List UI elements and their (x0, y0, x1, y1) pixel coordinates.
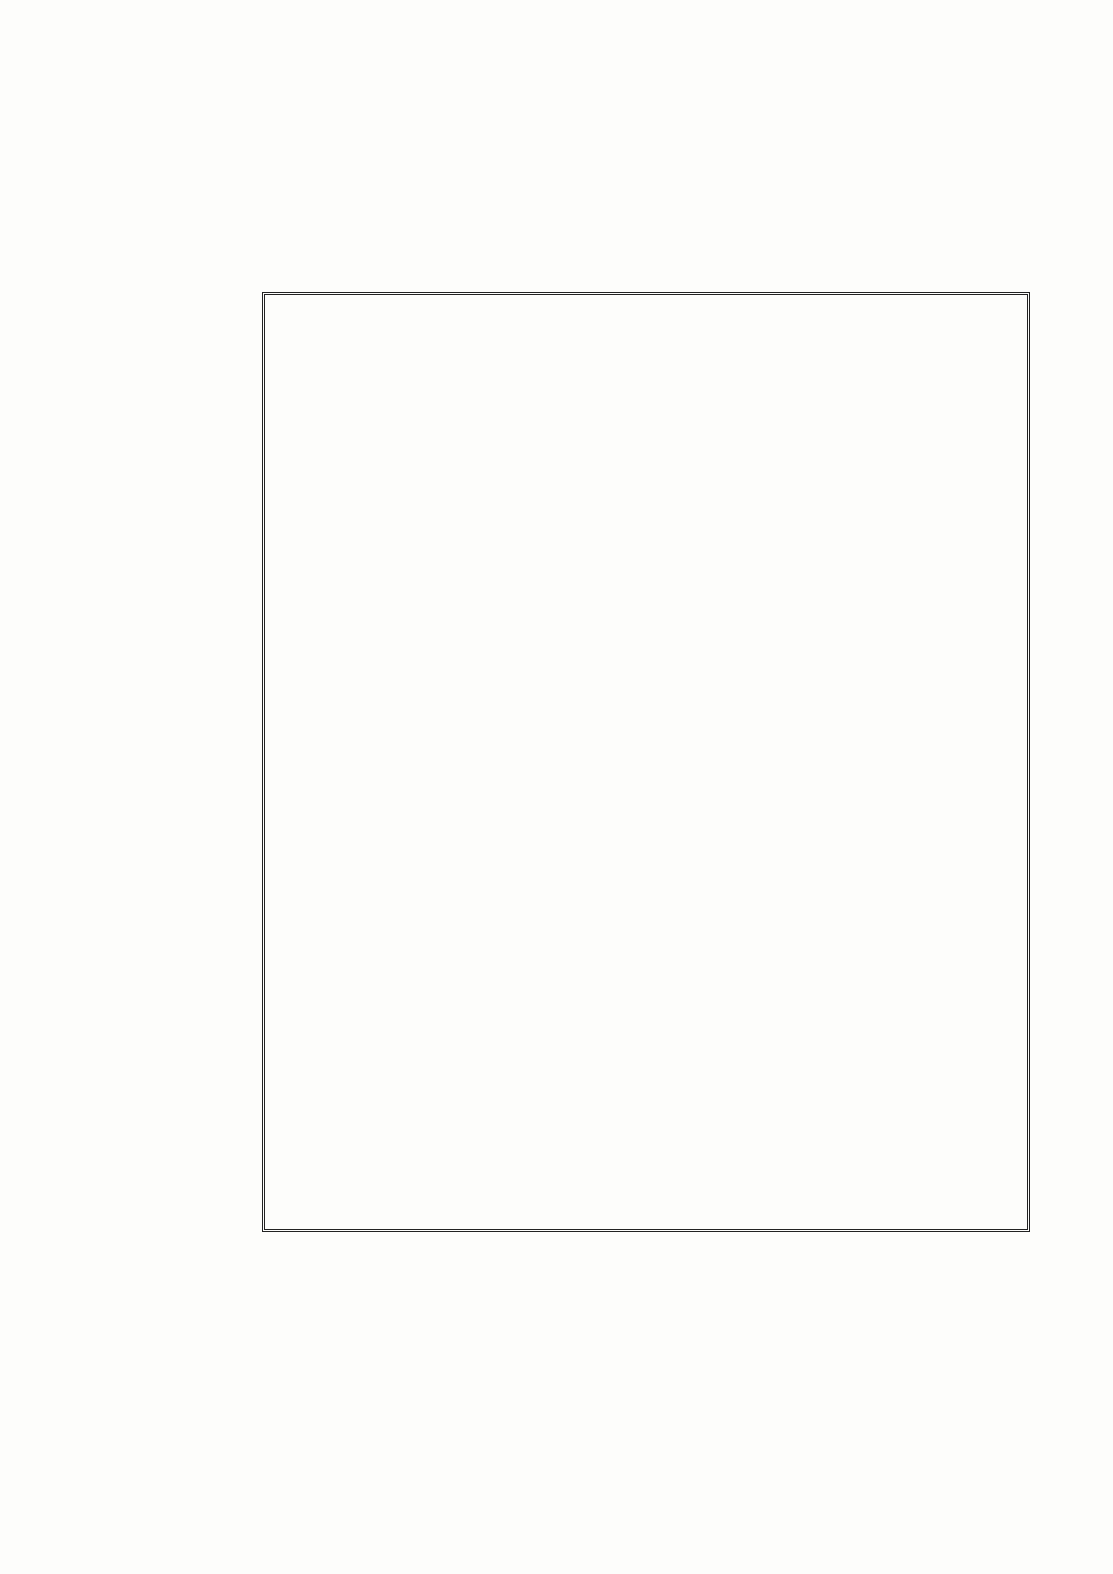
side-text-column (877, 262, 1097, 1252)
